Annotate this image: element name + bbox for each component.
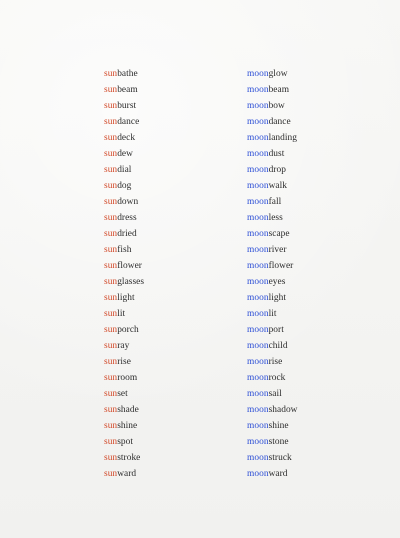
word-prefix: moon — [247, 341, 269, 351]
word-prefix: sun — [104, 213, 118, 223]
word-row — [247, 338, 387, 354]
word-row — [104, 322, 244, 338]
word-prefix: sun — [104, 325, 118, 335]
word-row — [247, 114, 387, 130]
word-row — [104, 402, 244, 418]
word-suffix: fish — [117, 245, 132, 255]
word-row — [247, 258, 387, 274]
word-suffix: scape — [268, 229, 290, 239]
word-row — [104, 194, 244, 210]
word-prefix: moon — [247, 373, 269, 383]
word-row — [104, 130, 244, 146]
word-suffix: bow — [268, 101, 285, 111]
word-prefix: sun — [104, 165, 118, 175]
word-row — [104, 418, 244, 434]
word-suffix: walk — [268, 181, 287, 191]
word-row — [247, 146, 387, 162]
word-prefix: sun — [104, 453, 118, 463]
word-suffix: stroke — [117, 453, 141, 463]
word-row — [104, 258, 244, 274]
word-row — [104, 210, 244, 226]
word-suffix: dial — [117, 165, 132, 175]
word-prefix: sun — [104, 469, 118, 479]
word-prefix: moon — [247, 405, 269, 415]
word-prefix: sun — [104, 149, 118, 159]
word-row — [104, 162, 244, 178]
word-row — [247, 322, 387, 338]
word-row — [104, 226, 244, 242]
word-prefix: moon — [247, 229, 269, 239]
word-suffix: struck — [268, 453, 292, 463]
word-prefix: moon — [247, 293, 269, 303]
word-prefix: sun — [104, 261, 118, 271]
word-row — [104, 242, 244, 258]
word-prefix: moon — [247, 453, 269, 463]
word-row — [104, 354, 244, 370]
word-prefix: sun — [104, 181, 118, 191]
word-prefix: sun — [104, 293, 118, 303]
word-prefix: moon — [247, 101, 269, 111]
word-prefix: moon — [247, 133, 269, 143]
word-row — [247, 226, 387, 242]
word-suffix: light — [117, 293, 135, 303]
word-row — [247, 194, 387, 210]
sun-word-list — [104, 66, 244, 482]
word-suffix: sail — [268, 389, 282, 399]
word-suffix: glow — [268, 69, 288, 79]
word-row — [247, 354, 387, 370]
word-suffix: glasses — [117, 277, 145, 287]
word-suffix: dried — [117, 229, 137, 239]
word-prefix: moon — [247, 357, 269, 367]
word-prefix: sun — [104, 197, 118, 207]
word-suffix: rise — [268, 357, 283, 367]
word-row — [104, 98, 244, 114]
word-prefix: sun — [104, 117, 118, 127]
word-suffix: flower — [117, 261, 142, 271]
word-suffix: down — [117, 197, 139, 207]
word-prefix: sun — [104, 229, 118, 239]
word-row — [247, 402, 387, 418]
word-prefix: sun — [104, 277, 118, 287]
word-row — [104, 146, 244, 162]
word-row — [104, 114, 244, 130]
word-suffix: drop — [268, 165, 286, 175]
word-suffix: dog — [117, 181, 132, 191]
word-suffix: light — [268, 293, 287, 303]
word-suffix: river — [268, 245, 287, 255]
word-prefix: moon — [247, 389, 269, 399]
word-prefix: moon — [247, 181, 269, 191]
word-row — [247, 98, 387, 114]
word-prefix: sun — [104, 69, 118, 79]
word-suffix: lit — [268, 309, 277, 319]
word-row — [247, 82, 387, 98]
word-suffix: port — [268, 325, 284, 335]
word-suffix: rock — [268, 373, 286, 383]
word-suffix: ray — [117, 341, 130, 351]
word-prefix: sun — [104, 389, 118, 399]
word-suffix: beam — [117, 85, 138, 95]
word-row — [104, 450, 244, 466]
word-prefix: moon — [247, 197, 269, 207]
word-suffix: lit — [117, 309, 126, 319]
word-suffix: set — [117, 389, 128, 399]
word-suffix: porch — [117, 325, 139, 335]
word-prefix: sun — [104, 341, 118, 351]
word-row — [104, 66, 244, 82]
word-suffix: shine — [268, 421, 289, 431]
word-prefix: moon — [247, 325, 269, 335]
word-row — [104, 434, 244, 450]
word-suffix: shadow — [268, 405, 298, 415]
word-row — [247, 306, 387, 322]
word-suffix: ward — [268, 469, 288, 479]
word-suffix: rise — [117, 357, 131, 367]
word-prefix: sun — [104, 405, 118, 415]
moon-word-list — [247, 66, 387, 482]
word-row — [247, 242, 387, 258]
word-row — [247, 450, 387, 466]
word-prefix: moon — [247, 469, 269, 479]
word-prefix: sun — [104, 437, 118, 447]
word-suffix: eyes — [268, 277, 286, 287]
word-suffix: landing — [268, 133, 298, 143]
word-suffix: dust — [268, 149, 285, 159]
word-row — [104, 306, 244, 322]
word-prefix: moon — [247, 165, 269, 175]
word-row — [104, 370, 244, 386]
word-row — [104, 82, 244, 98]
word-prefix: moon — [247, 261, 269, 271]
word-suffix: bathe — [117, 69, 138, 79]
word-row — [247, 386, 387, 402]
word-suffix: room — [117, 373, 138, 383]
word-row — [247, 130, 387, 146]
word-row — [104, 290, 244, 306]
word-row — [247, 418, 387, 434]
word-row — [247, 370, 387, 386]
word-suffix: shade — [117, 405, 139, 415]
word-row — [247, 210, 387, 226]
word-prefix: moon — [247, 245, 269, 255]
word-suffix: spot — [117, 437, 134, 447]
word-suffix: dew — [117, 149, 133, 159]
word-row — [247, 162, 387, 178]
word-prefix: sun — [104, 421, 118, 431]
word-row — [104, 274, 244, 290]
word-suffix: dress — [117, 213, 137, 223]
word-prefix: moon — [247, 437, 269, 447]
word-row — [247, 290, 387, 306]
word-prefix: moon — [247, 277, 269, 287]
word-prefix: sun — [104, 309, 118, 319]
word-row — [104, 338, 244, 354]
word-suffix: flower — [268, 261, 294, 271]
word-suffix: deck — [117, 133, 136, 143]
word-prefix: moon — [247, 421, 269, 431]
word-suffix: child — [268, 341, 288, 351]
word-prefix: moon — [247, 69, 269, 79]
word-suffix: dance — [268, 117, 291, 127]
word-row — [104, 466, 244, 482]
word-row — [104, 386, 244, 402]
word-prefix: moon — [247, 149, 269, 159]
word-suffix: stone — [268, 437, 289, 447]
word-prefix: sun — [104, 133, 118, 143]
word-prefix: moon — [247, 117, 269, 127]
word-row — [247, 66, 387, 82]
word-suffix: dance — [117, 117, 140, 127]
word-suffix: beam — [268, 85, 290, 95]
word-row — [104, 178, 244, 194]
word-row — [247, 466, 387, 482]
word-suffix: less — [268, 213, 283, 223]
word-prefix: moon — [247, 309, 269, 319]
word-prefix: sun — [104, 101, 118, 111]
word-prefix: sun — [104, 357, 118, 367]
word-row — [247, 434, 387, 450]
word-prefix: moon — [247, 85, 269, 95]
word-suffix: ward — [117, 469, 137, 479]
word-suffix: fall — [268, 197, 282, 207]
word-prefix: sun — [104, 373, 118, 383]
word-row — [247, 178, 387, 194]
word-suffix: burst — [117, 101, 137, 111]
word-suffix: shine — [117, 421, 138, 431]
word-prefix: sun — [104, 85, 118, 95]
word-row — [247, 274, 387, 290]
word-prefix: moon — [247, 213, 269, 223]
word-prefix: sun — [104, 245, 118, 255]
